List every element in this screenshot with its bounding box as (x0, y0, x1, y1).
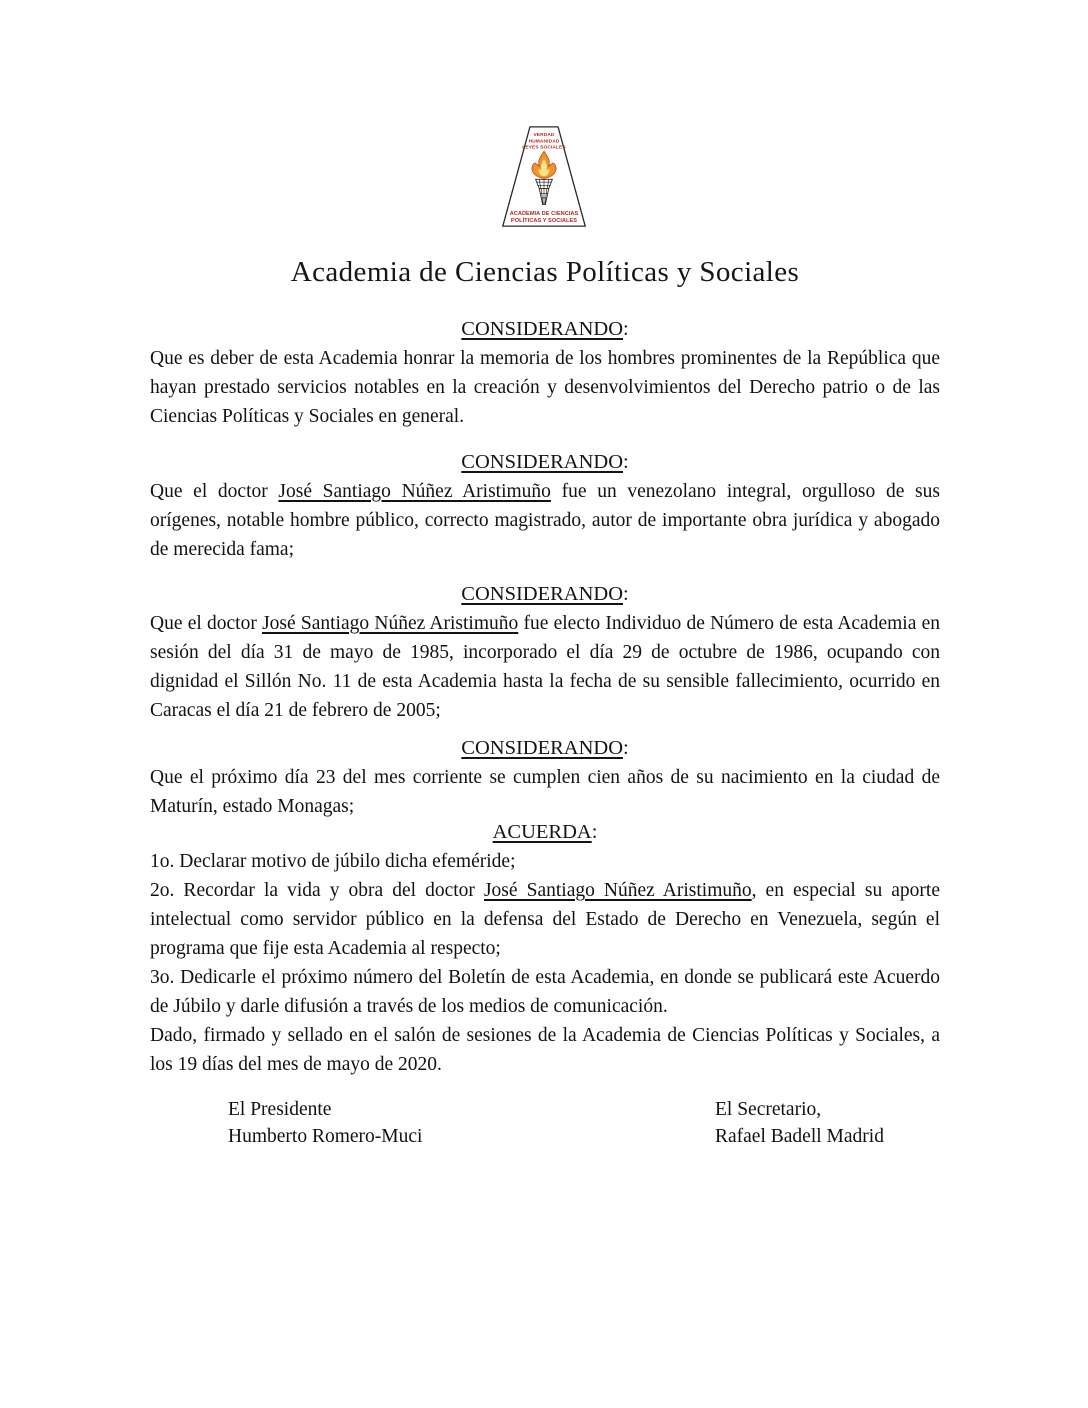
heading-colon: : (623, 583, 629, 605)
paragraph-text: fue electo Individuo de Número de esta Academia en sesión del día 31 de mayo de 1985, incorporado el día 29 de octubre de 1986, ocupando con dignidad el Sillón No. 11 de esta Academia hasta la fecha de su sensible fallecimiento, ocurrido en Caracas el día 21 de febrero de 2005; (150, 613, 940, 721)
secretary-signature (715, 1096, 884, 1150)
emblem-motto-line: HUMANIDAD (528, 139, 560, 145)
section-heading-considerando-1 (150, 315, 940, 344)
heading-colon: : (591, 821, 598, 843)
secretary-name: Rafael Badell Madrid (715, 1126, 884, 1147)
emblem-motto-line: VERDAD (533, 133, 555, 139)
emblem-motto-line: LEYES SOCIALES (522, 145, 566, 151)
paragraph-text: Que el doctor (150, 481, 279, 502)
paragraph-considerando-3 (150, 609, 940, 725)
section-heading-considerando-2 (150, 448, 940, 477)
signature-block (150, 1096, 940, 1156)
president-signature (228, 1096, 422, 1150)
heading-word: CONSIDERANDO (461, 318, 624, 340)
heading-colon: : (623, 451, 629, 473)
section-heading-acuerda (150, 818, 940, 847)
document-body (150, 255, 940, 1156)
heading-word: CONSIDERANDO (461, 737, 624, 759)
paragraph-considerando-2 (150, 477, 940, 564)
academy-logo (0, 0, 1088, 228)
agreement-item-1: 1o. Declarar motivo de júbilo dicha efeméride; (150, 851, 516, 872)
paragraph-text: , en especial su aporte intelectual como servidor público en la defensa del Estado de Derecho en Venezuela, según el programa que fije esta Academia al respecto; (150, 880, 940, 959)
section-heading-considerando-3 (150, 580, 940, 609)
secretary-role: El Secretario, (715, 1099, 822, 1120)
paragraph-text: 2o. Recordar la vida y obra del doctor (150, 880, 484, 901)
paragraph-considerando-4: Que el próximo día 23 del mes corriente se cumplen cien años de su nacimiento en la ciudad de Maturín, estado Monagas; (150, 767, 940, 817)
heading-word: CONSIDERANDO (461, 583, 624, 605)
closing-statement: Dado, firmado y sellado en el salón de sesiones de la Academia de Ciencias Políticas y Sociales, a los 19 días del mes de mayo de 2020. (150, 1025, 940, 1075)
emblem-name-line: ACADEMIA DE CIENCIAS (509, 210, 579, 217)
honoree-name: José Santiago Núñez Aristimuño (262, 613, 519, 634)
paragraph-text: Que el doctor (150, 613, 263, 634)
agreement-item-2 (150, 876, 940, 963)
agreement-item-3: 3o. Dedicarle el próximo número del Boletín de esta Academia, en donde se publicará este Acuerdo de Júbilo y darle difusión a través de los medios de comunicación. (150, 967, 940, 1017)
torch-emblem-icon (497, 125, 591, 228)
emblem-name-line: POLÍTICAS Y SOCIALES (510, 217, 578, 224)
president-name: Humberto Romero-Muci (228, 1126, 423, 1147)
president-role: El Presidente (228, 1099, 332, 1120)
page-title: Academia de Ciencias Políticas y Sociales (290, 256, 800, 288)
paragraph-text: fue un venezolano integral, orgulloso de sus orígenes, notable hombre público, correcto magistrado, autor de importante obra jurídica y abogado de merecida fama; (150, 481, 940, 560)
heading-colon: : (623, 737, 629, 759)
paragraph-considerando-1: Que es deber de esta Academia honrar la memoria de los hombres prominentes de la República que hayan prestado servicios notables en la creación y desenvolvimientos del Derecho patrio o de las Ciencias Políticas y Sociales en general. (150, 348, 940, 427)
heading-word: CONSIDERANDO (461, 451, 624, 473)
honoree-name: José Santiago Núñez Aristimuño (483, 880, 752, 901)
section-heading-considerando-4 (150, 734, 940, 763)
heading-word: ACUERDA (492, 821, 592, 843)
honoree-name: José Santiago Núñez Aristimuño (278, 481, 551, 502)
heading-colon: : (623, 318, 629, 340)
